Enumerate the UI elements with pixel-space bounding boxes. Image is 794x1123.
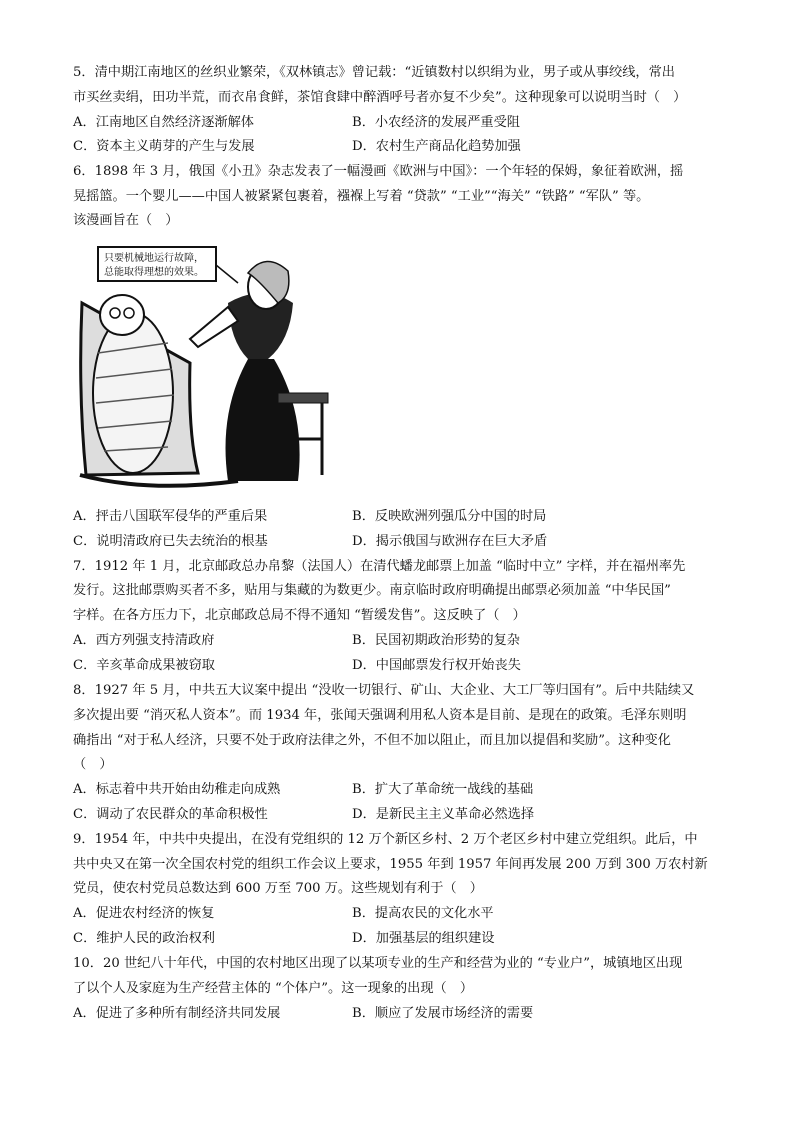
option-a[interactable]: A．促进了多种所有制经济共同发展 bbox=[73, 1006, 281, 1021]
option-c[interactable]: C．说明清政府已失去统治的根基 bbox=[73, 534, 268, 549]
option-b[interactable]: B．民国初期政治形势的复杂 bbox=[352, 633, 520, 648]
question-stem-line: 确指出 “对于私人经济，只要不处于政府法律之外，不但不加以阻止，而且加以提倡和奖励”。这种变化 bbox=[73, 733, 671, 748]
option-d[interactable]: D．农村生产商品化趋势加强 bbox=[352, 139, 521, 154]
question-stem-line: 共中央又在第一次全国农村党的组织工作会议上要求，1955 年到 1957 年间再发展 200 万到 300 万农村新 bbox=[73, 857, 708, 872]
option-a[interactable]: A．抨击八国联军侵华的严重后果 bbox=[73, 509, 268, 524]
question-stem-line: 10．20 世纪八十年代，中国的农村地区出现了以某项专业的生产和经营为业的 “专业户”，城镇地区出现 bbox=[73, 956, 683, 971]
question-stem-line: 5．清中期江南地区的丝织业繁荣，《双林镇志》曾记载：“近镇数村以织绢为业，男子或从事绞线，常出 bbox=[73, 65, 675, 80]
question-stem-line: 6．1898 年 3 月，俄国《小丑》杂志发表了一幅漫画《欧洲与中国》：一个年轻的保姆，象征着欧洲，摇 bbox=[73, 164, 684, 179]
question-stem-line: 9．1954 年，中共中央提出，在没有党组织的 12 万个新区乡村、2 万个老区乡村中建立党组织。此后，中 bbox=[73, 832, 698, 847]
option-c[interactable]: C．资本主义萌芽的产生与发展 bbox=[73, 139, 255, 154]
question-stem-line: （ ） bbox=[73, 757, 113, 772]
option-a[interactable]: A．西方列强支持清政府 bbox=[73, 633, 215, 648]
question-stem-line: 市买丝卖绢，田功半荒，而衣帛食鲜，茶馆食肆中醉酒呼号者亦复不少矣”。这种现象可以说明当时（ ） bbox=[73, 90, 687, 105]
question-stem-line: 8．1927 年 5 月，中共五大议案中提出 “没收一切银行、矿山、大企业、大工厂等归国有”。后中共陆续又 bbox=[73, 683, 695, 698]
option-b[interactable]: B．小农经济的发展严重受阻 bbox=[352, 115, 520, 130]
option-d[interactable]: D．是新民主主义革命必然选择 bbox=[352, 807, 535, 822]
question-stem-line: 该漫画旨在（ ） bbox=[73, 213, 179, 228]
option-c[interactable]: C．调动了农民群众的革命积极性 bbox=[73, 807, 268, 822]
option-a[interactable]: A．标志着中共开始由幼稚走向成熟 bbox=[73, 782, 281, 797]
cartoon-caption-line: 只要机械地运行故障， bbox=[104, 253, 204, 264]
option-c[interactable]: C．辛亥革命成果被窃取 bbox=[73, 658, 215, 673]
europe-china-cartoon bbox=[78, 243, 331, 495]
question-stem-line: 发行。这批邮票购买者不多，贴用与集藏的为数更少。南京临时政府明确提出邮票必须加盖 “中华民国” bbox=[73, 583, 671, 598]
nanny-skirt bbox=[226, 359, 300, 481]
question-stem-line: 党员，使农村党员总数达到 600 万至 700 万。这些规划有利于（ ） bbox=[73, 881, 483, 896]
option-a[interactable]: A．江南地区自然经济逐渐解体 bbox=[73, 115, 254, 130]
option-c[interactable]: C．维护人民的政治权利 bbox=[73, 931, 215, 946]
option-b[interactable]: B．扩大了革命统一战线的基础 bbox=[352, 782, 534, 797]
option-d[interactable]: D．中国邮票发行权开始丧失 bbox=[352, 658, 521, 673]
option-d[interactable]: D．加强基层的组织建设 bbox=[352, 931, 495, 946]
option-b[interactable]: B．反映欧洲列强瓜分中国的时局 bbox=[352, 509, 547, 524]
option-a[interactable]: A．促进农村经济的恢复 bbox=[73, 906, 215, 921]
option-d[interactable]: D．揭示俄国与欧洲存在巨大矛盾 bbox=[352, 534, 548, 549]
question-stem-line: 7．1912 年 1 月，北京邮政总办帛黎（法国人）在清代蟠龙邮票上加盖 “临时中立” 字样，并在福州率先 bbox=[73, 559, 686, 574]
question-stem-line: 晃摇篮。一个婴儿——中国人被紧紧包裹着，襁褓上写着 “贷款” “工业”“海关” “铁路” “军队” 等。 bbox=[73, 189, 650, 204]
question-stem-line: 了以个人及家庭为生产经营主体的 “个体户”。这一现象的出现（ ） bbox=[73, 981, 474, 996]
cartoon-caption-line: 总能取得理想的效果。 bbox=[104, 267, 204, 278]
question-stem-line: 多次提出要 “消灭私人资本”。而 1934 年，张闻天强调利用私人资本是目前、是现在的政策。毛泽东则明 bbox=[73, 708, 687, 723]
option-b[interactable]: B．提高农民的文化水平 bbox=[352, 906, 494, 921]
option-b[interactable]: B．顺应了发展市场经济的需要 bbox=[352, 1006, 534, 1021]
question-stem-line: 字样。在各方压力下，北京邮政总局不得不通知 “暂缓发售”。这反映了（ ） bbox=[73, 608, 526, 623]
